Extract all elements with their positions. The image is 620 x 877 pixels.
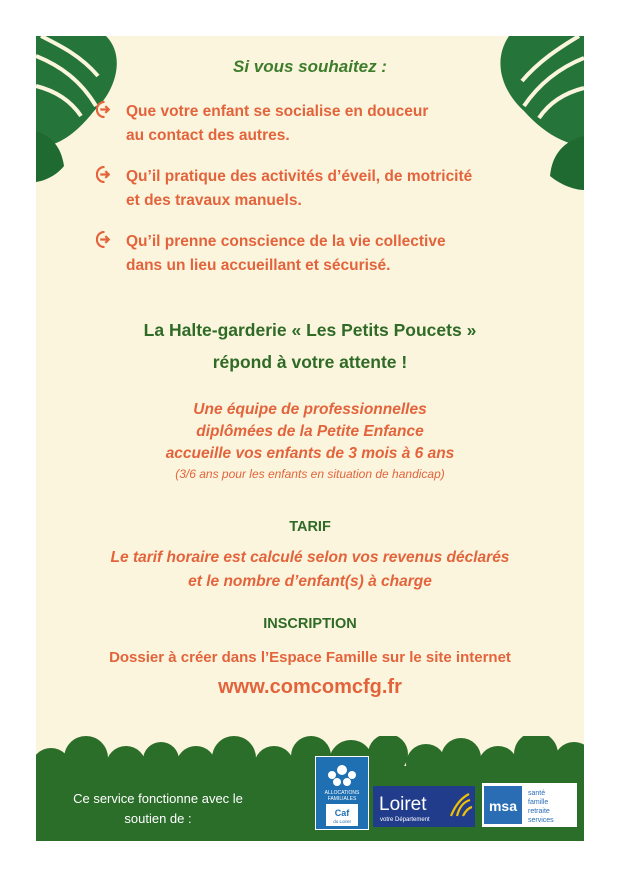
bullet-line: et des travaux manuels.: [126, 192, 302, 209]
msa-line: retraite: [528, 808, 550, 815]
title-line: répond à votre attente !: [212, 352, 408, 372]
team-description: [36, 399, 584, 483]
caf-label-line: ALLOCATIONS: [324, 790, 360, 796]
support-text: [58, 789, 258, 829]
msa-line: services: [528, 817, 554, 824]
inscription-text: Dossier à créer dans l’Espace Famille sur le site internet: [109, 649, 511, 666]
bullet-line: au contact des autres.: [126, 127, 290, 144]
caf-sub: du Loiret: [333, 819, 351, 824]
tarif-line: Le tarif horaire est calculé selon vos revenus déclarés: [110, 549, 510, 566]
msa-name: msa: [488, 798, 518, 814]
team-line: diplômées de la Petite Enfance: [196, 423, 424, 440]
bullet-line: dans un lieu accueillant et sécurisé.: [126, 257, 391, 274]
support-line: soutien de :: [124, 811, 192, 826]
msa-wordmark: [482, 783, 577, 827]
team-line: accueille vos enfants de 3 mois à 6 ans: [165, 445, 455, 462]
bullet-line: Qu’il prenne conscience de la vie collective: [126, 233, 446, 250]
msa-logo: [482, 783, 577, 827]
tarif-text: [36, 546, 584, 594]
bullet-line: Qu’il pratique des activités d’éveil, de motricité: [126, 168, 473, 185]
list-item: [96, 165, 536, 213]
wheat-icon: [451, 794, 472, 816]
caf-label-line: FAMILIALES: [327, 796, 357, 802]
loiret-wordmark: [373, 786, 475, 827]
caf-name: Caf: [334, 808, 350, 818]
caf-logo: [315, 756, 369, 830]
msa-line: santé: [528, 790, 546, 797]
website-link[interactable]: www.comcomcfg.fr: [218, 676, 402, 698]
caf-emblem-icon: [316, 757, 368, 829]
team-note: (3/6 ans pour les enfants en situation de handicap): [175, 467, 445, 481]
arrow-circle-icon: [96, 101, 113, 118]
support-line: Ce service fonctionne avec le: [73, 791, 243, 806]
loiret-logo: [373, 786, 475, 827]
loiret-name: Loiret: [379, 794, 427, 815]
benefits-list: [96, 100, 536, 295]
list-item: [96, 100, 536, 148]
intro-heading: Si vous souhaitez :: [233, 57, 387, 76]
msa-line: famille: [528, 799, 549, 806]
inscription-heading: INSCRIPTION: [263, 616, 357, 632]
page-title: [36, 314, 584, 378]
title-line: La Halte-garderie « Les Petits Poucets »: [143, 320, 477, 340]
flyer: [36, 36, 584, 841]
loiret-sub: votre Département: [380, 817, 430, 823]
tarif-heading: TARIF: [289, 519, 331, 535]
arrow-circle-icon: [96, 231, 113, 248]
tarif-line: et le nombre d’enfant(s) à charge: [188, 573, 432, 590]
team-line: Une équipe de professionnelles: [193, 401, 427, 418]
bullet-line: Que votre enfant se socialise en douceur: [126, 103, 429, 120]
list-item: [96, 230, 536, 278]
arrow-circle-icon: [96, 166, 113, 183]
